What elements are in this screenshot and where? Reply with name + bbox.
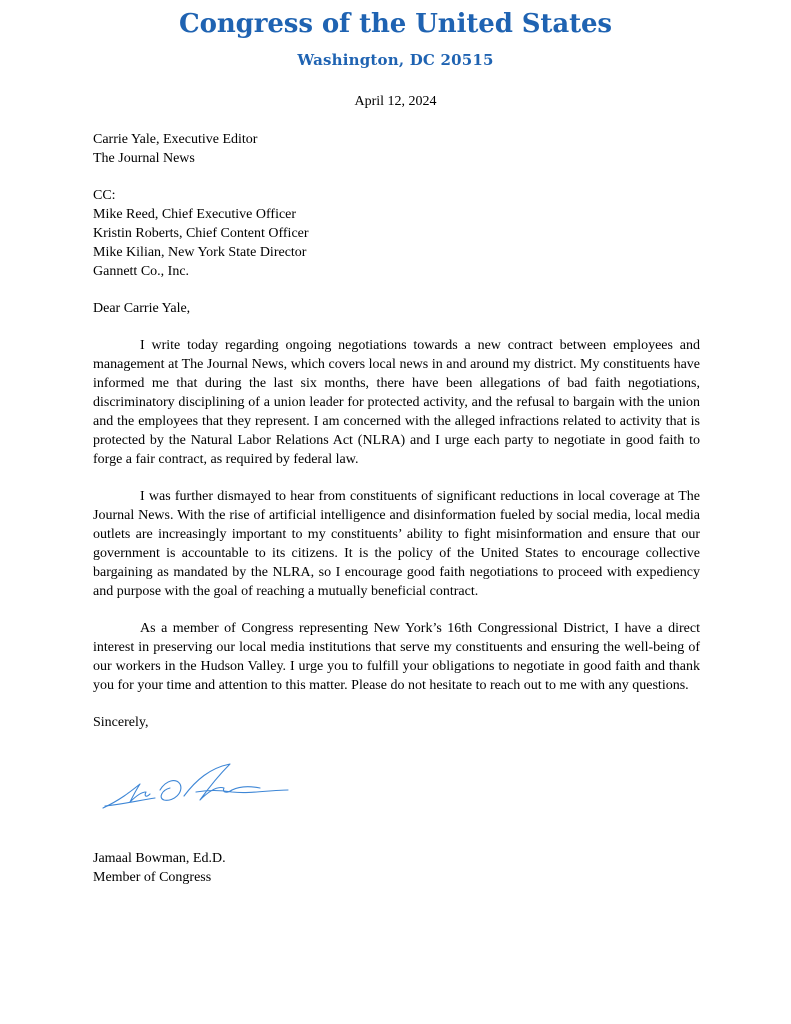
closing: Sincerely,	[93, 715, 149, 730]
spacer	[93, 281, 700, 299]
letterhead-subtitle: Washington, DC 20515	[297, 51, 494, 69]
cc-person: Kristin Roberts, Chief Content Officer	[93, 226, 309, 241]
spacer	[93, 469, 700, 487]
spacer	[93, 695, 700, 713]
letterhead	[0, 8, 791, 70]
salutation: Dear Carrie Yale,	[93, 301, 191, 316]
cc-block	[93, 186, 700, 281]
letter-content	[93, 130, 700, 732]
signer-title: Member of Congress	[93, 870, 212, 885]
signer-name: Jamaal Bowman, Ed.D.	[93, 851, 226, 866]
body-paragraph-2: I was further dismayed to hear from constituents of significant reductions in local coverage at The Journal News. With the rise of artificial intelligence and disinformation fueled by social media, local media outlets are increasingly important to my constituents’ ability to fight misinformation and ensure that our government is accountable to its citizens. It is the policy of the United States to encourage collective bargaining as mandated by the NLRA, so I encourage good faith negotiations to proceed with expediency and purpose with the goal of reaching a mutually beneficial contract.	[93, 489, 700, 599]
cc-label: CC:	[93, 188, 116, 203]
cc-person: Mike Kilian, New York State Director	[93, 245, 307, 260]
spacer	[93, 601, 700, 619]
recipient-line-1: Carrie Yale, Executive Editor	[93, 132, 258, 147]
recipient-line-2: The Journal News	[93, 151, 195, 166]
signer-block	[93, 849, 226, 887]
letter-date: April 12, 2024	[354, 94, 437, 109]
cc-person: Gannett Co., Inc.	[93, 264, 190, 279]
recipient-block	[93, 130, 700, 168]
handwritten-signature-icon	[100, 760, 290, 812]
body-paragraph-3: As a member of Congress representing New York’s 16th Congressional District, I have a direct interest in preserving our local media institutions that serve my constituents and ensuring the well-being of our workers in the Hudson Valley. I urge you to fulfill your obligations to negotiate in good faith and thank you for your time and attention to this matter. Please do not hesitate to reach out to me with any questions.	[93, 621, 700, 693]
cc-person: Mike Reed, Chief Executive Officer	[93, 207, 297, 222]
letterhead-title: Congress of the United States	[179, 9, 612, 39]
body-paragraph-1: I write today regarding ongoing negotiations towards a new contract between employees and management at The Journal News, which covers local news in and around my district. My constituents have informed me that during the last six months, there have been allegations of bad faith negotiations, discriminatory disciplining of a union leader for protected activity, and the refusal to bargain with the union and the employees that they represent. I am concerned with the alleged infractions related to activity that is protected by the Natural Labor Relations Act (NLRA) and I urge each party to negotiate in good faith to forge a fair contract, as required by federal law.	[93, 338, 700, 467]
spacer	[93, 168, 700, 186]
spacer	[93, 318, 700, 336]
